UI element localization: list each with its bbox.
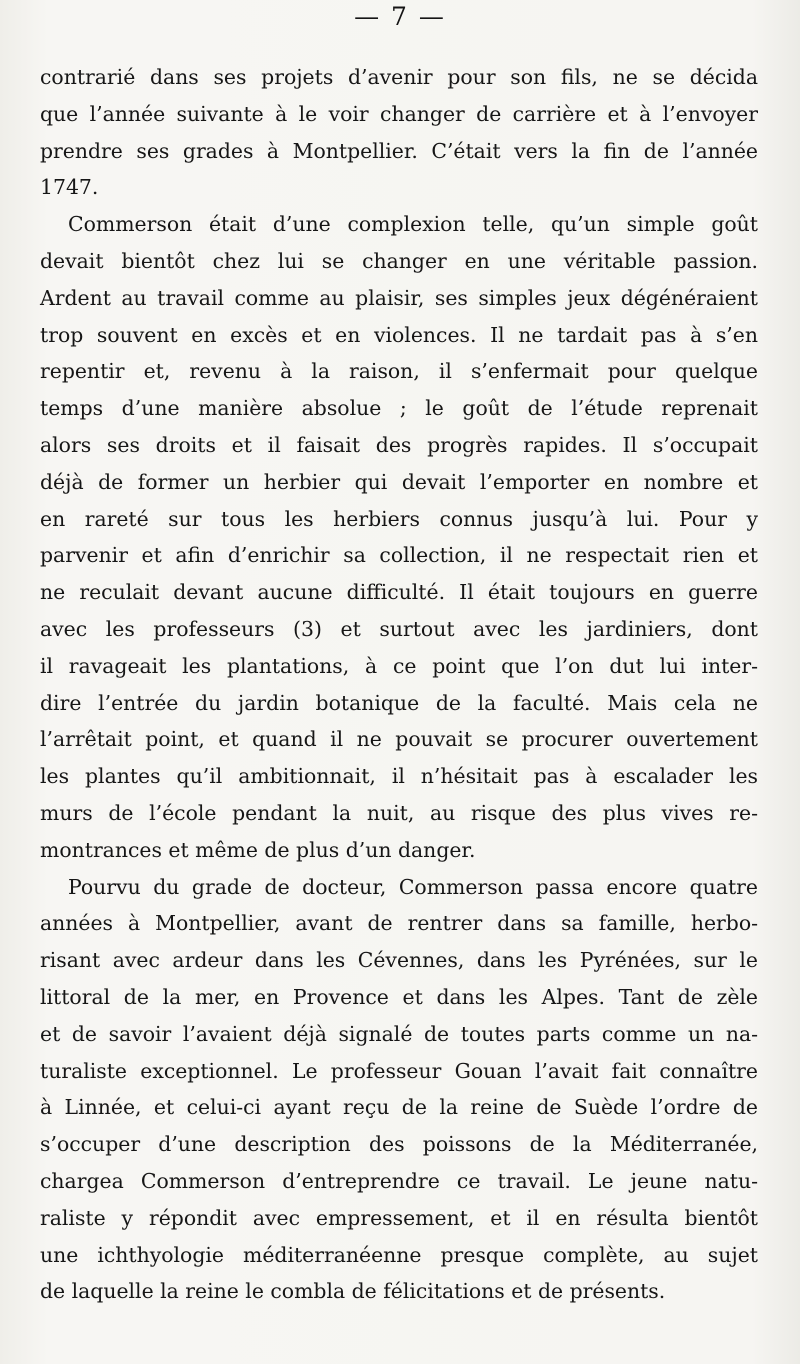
text-line: trop souvent en excès et en violences. Il ne tardait pas à s’en bbox=[40, 322, 758, 347]
text-line: turaliste exceptionnel. Le professeur Gouan l’avait fait connaître bbox=[40, 1058, 758, 1083]
text-line: littoral de la mer, en Provence et dans les Alpes. Tant de zèle bbox=[40, 984, 758, 1009]
text-line: 1747. bbox=[40, 175, 99, 200]
text-line: en rareté sur tous les herbiers connus jusqu’à lui. Pour y bbox=[40, 506, 758, 531]
text-line: devait bientôt chez lui se changer en une véritable passion. bbox=[40, 248, 758, 273]
text-line: années à Montpellier, avant de rentrer dans sa famille, herbo- bbox=[40, 911, 758, 936]
text-line: montrances et même de plus d’un danger. bbox=[40, 837, 476, 862]
text-line: prendre ses grades à Montpellier. C’était vers la fin de l’année bbox=[40, 138, 758, 163]
paragraph-2 bbox=[40, 206, 758, 868]
page-number: — 7 — bbox=[354, 2, 446, 31]
text-line: et de savoir l’avaient déjà signalé de toutes parts comme un na- bbox=[40, 1021, 758, 1046]
page-text bbox=[40, 59, 758, 1310]
text-line: avec les professeurs (3) et surtout avec les jardiniers, dont bbox=[40, 616, 758, 641]
text-line: s’occuper d’une description des poissons de la Méditerranée, bbox=[40, 1132, 758, 1157]
text-line: raliste y répondit avec empressement, et il en résulta bientôt bbox=[40, 1205, 758, 1230]
text-line: que l’année suivante à le voir changer de carrière et à l’envoyer bbox=[40, 101, 758, 126]
text-line: l’arrêtait point, et quand il ne pouvait se procurer ouvertement bbox=[40, 727, 758, 752]
paragraph-1 bbox=[40, 59, 758, 206]
text-line: temps d’une manière absolue ; le goût de l’étude reprenait bbox=[40, 396, 758, 421]
text-line: parvenir et afin d’enrichir sa collection, il ne respectait rien et bbox=[40, 543, 758, 568]
text-line: une ichthyologie méditerranéenne presque complète, au sujet bbox=[40, 1242, 758, 1267]
text-line: il ravageait les plantations, à ce point que l’on dut lui inter- bbox=[40, 653, 758, 678]
text-line: alors ses droits et il faisait des progrès rapides. Il s’occupait bbox=[40, 432, 758, 457]
text-line: Ardent au travail comme au plaisir, ses simples jeux dégénéraient bbox=[40, 285, 758, 310]
text-line: dire l’entrée du jardin botanique de la faculté. Mais cela ne bbox=[40, 690, 758, 715]
text-line: les plantes qu’il ambitionnait, il n’hésitait pas à escalader les bbox=[40, 764, 758, 789]
text-line: repentir et, revenu à la raison, il s’enfermait pour quelque bbox=[40, 359, 758, 384]
text-line: Pourvu du grade de docteur, Commerson passa encore quatre bbox=[68, 874, 758, 899]
text-line: à Linnée, et celui-ci ayant reçu de la reine de Suède l’ordre de bbox=[40, 1095, 758, 1120]
text-line: déjà de former un herbier qui devait l’emporter en nombre et bbox=[40, 469, 758, 494]
text-line: Commerson était d’une complexion telle, qu’un simple goût bbox=[68, 212, 758, 237]
paragraph-3 bbox=[40, 869, 758, 1311]
text-line: ne reculait devant aucune difficulté. Il était toujours en guerre bbox=[40, 580, 758, 605]
text-line: de laquelle la reine le combla de félicitations et de présents. bbox=[40, 1279, 666, 1304]
text-line: chargea Commerson d’entreprendre ce travail. Le jeune natu- bbox=[40, 1168, 758, 1193]
text-line: contrarié dans ses projets d’avenir pour son fils, ne se décida bbox=[40, 65, 758, 89]
text-line: murs de l’école pendant la nuit, au risque des plus vives re- bbox=[40, 800, 758, 825]
text-line: risant avec ardeur dans les Cévennes, dans les Pyrénées, sur le bbox=[40, 948, 758, 973]
